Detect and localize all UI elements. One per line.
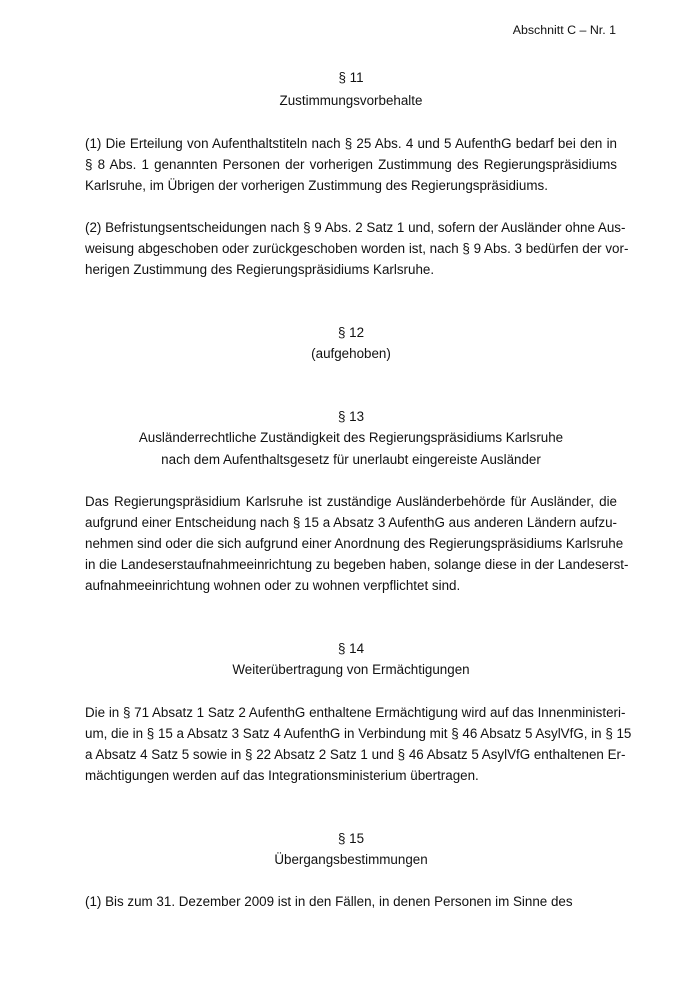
section-14-body-line: Die in § 71 Absatz 1 Satz 2 AufenthG enthaltene Ermächtigung wird auf das Innenministeri- — [85, 705, 626, 720]
section-14-title: Weiterübertragung von Ermächtigungen — [232, 662, 470, 677]
section-11-p1-line: § 8 Abs. 1 genannten Personen der vorherigen Zustimmung des Regierungspräsidiums — [85, 157, 617, 172]
section-11-p2-line: weisung abgeschoben oder zurückgeschoben worden ist, nach § 9 Abs. 3 bedürfen der vor- — [85, 241, 629, 256]
section-13-number: § 13 — [337, 409, 365, 424]
section-14-body-line: mächtigungen werden auf das Integrationsministerium übertragen. — [85, 768, 479, 783]
section-15-body-line: (1) Bis zum 31. Dezember 2009 ist in den Fällen, in denen Personen im Sinne des — [85, 894, 573, 909]
section-11-p2-line: (2) Befristungsentscheidungen nach § 9 Abs. 2 Satz 1 und, sofern der Ausländer ohne Aus- — [85, 220, 626, 235]
section-13-body-line: aufnahmeeinrichtung wohnen oder zu wohnen verpflichtet sind. — [85, 578, 461, 593]
section-13-body-line: Das Regierungspräsidium Karlsruhe ist zuständige Ausländerbehörde für Ausländer, die — [85, 494, 617, 509]
section-12-title: (aufgehoben) — [311, 346, 391, 361]
section-11-title: Zustimmungsvorbehalte — [279, 93, 423, 108]
section-13-title-line: nach dem Aufenthaltsgesetz für unerlaubt eingereiste Ausländer — [161, 452, 541, 467]
section-13-body-line: in die Landeserstaufnahmeeinrichtung zu begeben haben, solange diese in der Landeserst- — [85, 557, 629, 572]
section-14-body-line: a Absatz 4 Satz 5 sowie in § 22 Absatz 2 Satz 1 und § 46 Absatz 5 AsylVfG enthaltenen Er- — [85, 747, 626, 762]
section-15-number: § 15 — [337, 831, 365, 846]
section-15-title: Übergangsbestimmungen — [274, 852, 428, 867]
section-14-number: § 14 — [337, 641, 365, 656]
section-14-body-line: um, die in § 15 a Absatz 3 Satz 4 AufenthG in Verbindung mit § 46 Absatz 5 AsylVfG, in § 15 — [85, 726, 632, 741]
section-13-body-line: aufgrund einer Entscheidung nach § 15 a Absatz 3 AufenthG aus anderen Ländern aufzu- — [85, 515, 617, 530]
section-11-p1-line: Karlsruhe, im Übrigen der vorherigen Zustimmung des Regierungspräsidiums. — [85, 178, 548, 193]
section-header: Abschnitt C – Nr. 1 — [512, 23, 616, 37]
section-13-title-line: Ausländerrechtliche Zuständigkeit des Regierungspräsidiums Karlsruhe — [138, 430, 564, 445]
section-11-p2-line: herigen Zustimmung des Regierungspräsidiums Karlsruhe. — [85, 262, 435, 277]
section-12-number: § 12 — [337, 325, 365, 340]
section-13-body-line: nehmen sind oder die sich aufgrund einer Anordnung des Regierungspräsidiums Karlsruhe — [85, 536, 624, 551]
section-11-number: § 11 — [338, 70, 364, 85]
section-11-p1-line: (1) Die Erteilung von Aufenthaltstiteln nach § 25 Abs. 4 und 5 AufenthG bedarf bei den in — [85, 136, 617, 151]
